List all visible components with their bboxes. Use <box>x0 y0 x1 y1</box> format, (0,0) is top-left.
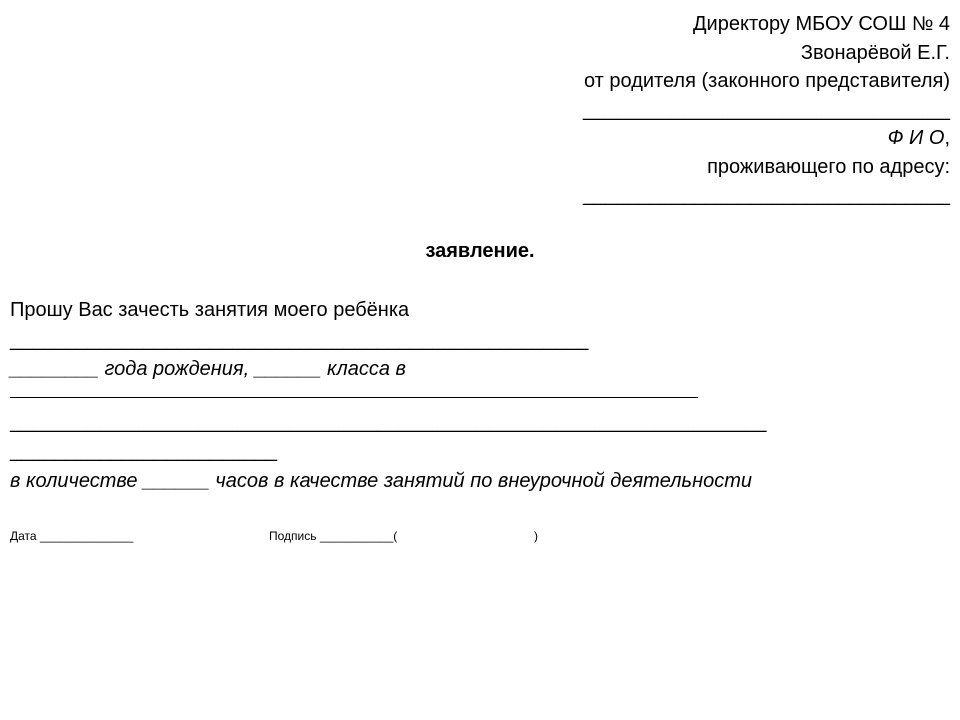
quantity-suffix: часов в качестве занятий по внеурочной деятельности <box>209 469 752 492</box>
application-body <box>10 296 950 496</box>
parent-name-caption: Ф И О <box>887 127 945 149</box>
quantity-prefix: в количестве <box>10 469 144 492</box>
residing-address-label: проживающего по адресу: <box>707 155 950 178</box>
date-field: Дата ______________ <box>10 529 134 543</box>
class-label: класса в <box>321 358 406 380</box>
school-blank-thin-rule <box>10 385 698 398</box>
school-blank-line-3: ________________________ <box>10 440 277 462</box>
recipient-name: Звонарёвой Е.Г. <box>800 41 950 64</box>
hours-quantity-row <box>10 467 950 497</box>
birth-year-label: года рождения, <box>98 358 255 380</box>
recipient-position: Директору МБОУ СОШ № 4 <box>693 13 950 35</box>
parent-name-blank: _________________________________ <box>582 98 950 121</box>
birth-year-class-row <box>10 355 950 385</box>
signature-field: Подпись ___________( <box>269 529 398 543</box>
birth-year-blank: ________ <box>10 358 99 380</box>
school-blank-line-2: ____________________________________________________________________ <box>10 410 767 433</box>
hours-blank: ______ <box>143 469 210 492</box>
document-title: заявление. <box>425 240 535 262</box>
signature-closing-paren: ) <box>534 529 538 543</box>
addressee-block <box>470 10 950 210</box>
child-name-blank: ____________________________________________________ <box>10 328 589 351</box>
from-parent-line: от родителя (законного представителя) <box>583 70 950 92</box>
class-blank: ______ <box>254 358 322 380</box>
address-blank: _________________________________ <box>582 184 950 206</box>
request-line: Прошу Вас зачесть занятия моего ребёнка <box>10 299 410 321</box>
caption-comma: , <box>944 127 950 149</box>
parent-name-caption-row <box>470 124 950 153</box>
